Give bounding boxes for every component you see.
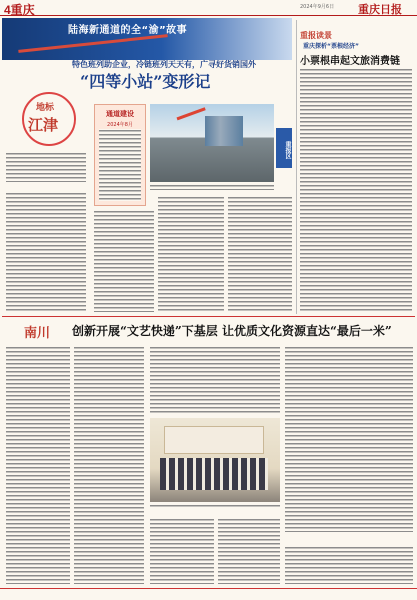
- page-header-bar: [0, 0, 417, 16]
- bottom-text-col-3b: [218, 518, 280, 584]
- boxout-text: [99, 129, 141, 201]
- bottom-headline: 创新开展“文艺快递”下基层 让优质文化资源直达“最后一米”: [72, 324, 392, 338]
- lead-subtitle: 特色班列助企业，冷链班列天天有，广寻好货销国外: [72, 60, 256, 69]
- page-label: 4重庆: [4, 3, 35, 17]
- bottom-text-col-2: [74, 346, 144, 584]
- timeline-boxout: [94, 104, 146, 206]
- container-stack-shape: [205, 116, 243, 146]
- boxout-subtitle: 2024年8月: [107, 122, 133, 128]
- photo-caption-lines: [150, 184, 274, 190]
- article-text-col-2: [94, 210, 154, 312]
- bottom-text-col-4: [285, 346, 413, 532]
- bottom-story-header: [2, 316, 415, 342]
- right-kicker: 重庆探析“票根经济”: [303, 43, 359, 50]
- bottom-text-col-3a: [150, 518, 214, 584]
- right-article-text: [300, 68, 412, 312]
- boxout-title: 通道建设: [106, 110, 134, 118]
- lead-headline: “四等小站”变形记: [80, 72, 211, 91]
- article-text-col-1: [6, 192, 86, 312]
- freight-yard-photo: [150, 104, 274, 182]
- right-headline: 小票根串起文旅消费链: [300, 56, 400, 67]
- right-section-brand: 重报读景: [300, 31, 332, 40]
- performers-shape: [160, 458, 268, 490]
- section-side-tag: 重报区: [276, 128, 292, 168]
- region-name: 江津: [28, 116, 59, 134]
- bottom-text-col-4b: [285, 546, 413, 584]
- bottom-text-col-3-top: [150, 346, 280, 414]
- photo-caption-lines-2: [150, 504, 280, 508]
- issue-date: 2024年9月6日: [300, 4, 335, 10]
- article-text-col-4: [228, 196, 292, 312]
- stage-banner-shape: [164, 426, 264, 454]
- banner-red-stripe: [18, 34, 167, 53]
- intro-text-block: [6, 152, 86, 182]
- footer-rule: [0, 588, 417, 600]
- bottom-place-name: 南川: [24, 326, 51, 341]
- banner-title: 陆海新通道的全“渝”故事: [68, 25, 188, 36]
- article-text-col-3: [158, 196, 224, 312]
- bottom-text-col-1: [6, 346, 70, 584]
- region-label: [6, 92, 80, 146]
- column-divider: [296, 20, 297, 314]
- series-banner: [2, 18, 292, 60]
- masthead-logo: 重庆日报: [358, 3, 402, 16]
- region-label-top: 地标: [36, 103, 55, 113]
- performance-photo: [150, 418, 280, 502]
